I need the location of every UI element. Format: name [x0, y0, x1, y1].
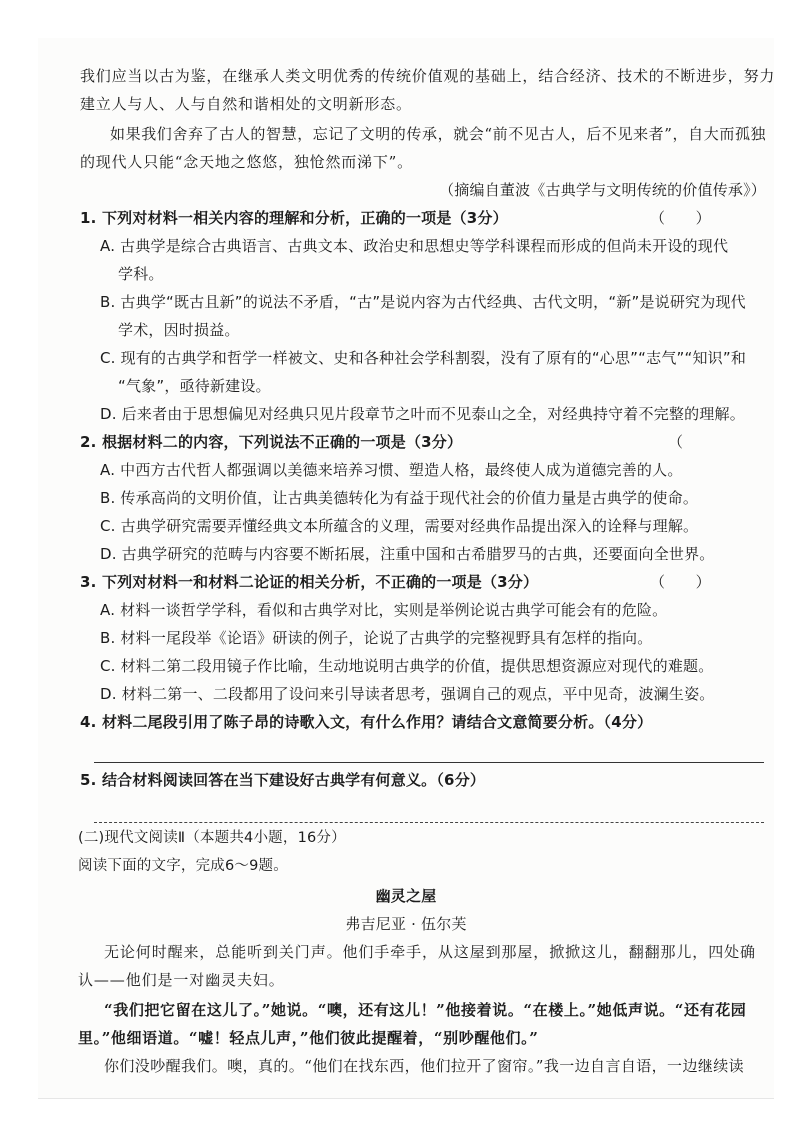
- story-paragraph-line: 无论何时醒来，总能听到关门声。他们手牵手，从这屋到那屋，掀掀这儿，翻翻那儿，四处确: [104, 943, 756, 961]
- question-1-option-a-cont: 学科。: [118, 265, 164, 283]
- answer-line-q5[interactable]: [94, 822, 764, 823]
- story-author: 弗吉尼亚 · 伍尔芙: [345, 915, 467, 933]
- answer-line-q4[interactable]: [94, 762, 764, 763]
- question-2-stem: 2. 根据材料二的内容，下列说法不正确的一项是（3分）: [80, 433, 463, 451]
- question-1-answer-paren: （ ）: [650, 209, 711, 227]
- question-1-option-b-cont: 学术，因时损益。: [118, 321, 240, 339]
- question-3-stem: 3. 下列对材料一和材料二论证的相关分析，不正确的一项是（3分）: [80, 573, 539, 591]
- question-2-answer-paren: （: [668, 433, 684, 451]
- story-paragraph-line: 里。”他细语道。“嘘！轻点儿声，”他们彼此提醒着，“别吵醒他们。”: [78, 1029, 539, 1047]
- question-5-stem: 5. 结合材料阅读回答在当下建设好古典学有何意义。（6分）: [80, 771, 486, 789]
- section-2-instruction: 阅读下面的文字，完成6～9题。: [78, 858, 288, 874]
- story-title: 幽灵之屋: [375, 887, 437, 905]
- question-3-option-c[interactable]: C. 材料二第二段用镜子作比喻，生动地说明古典学的价值，提供思想资源应对现代的难题。: [100, 657, 714, 675]
- passage-paragraph-line: 我们应当以古为鉴，在继承人类文明优秀的传统价值观的基础上，结合经济、技术的不断进步，努力: [80, 67, 776, 85]
- passage-paragraph-line: 的现代人只能“念天地之悠悠，独怆然而涕下”。: [80, 153, 413, 171]
- story-paragraph-line: 认——他们是一对幽灵夫妇。: [78, 971, 285, 989]
- question-3-option-d[interactable]: D. 材料二第一、二段都用了设问来引导读者思考，强调自己的观点，平中见奇，波澜生姿。: [100, 685, 715, 703]
- question-2-option-c[interactable]: C. 古典学研究需要弄懂经典文本所蕴含的义理，需要对经典作品提出深入的诠释与理解。: [100, 517, 699, 535]
- question-1-stem: 1. 下列对材料一相关内容的理解和分析，正确的一项是（3分）: [80, 209, 508, 227]
- question-3-option-b[interactable]: B. 材料一尾段举《论语》研读的例子，论说了古典学的完整视野具有怎样的指向。: [100, 629, 653, 647]
- exam-sheet: [38, 38, 774, 1099]
- question-3-answer-paren: （ ）: [650, 573, 711, 591]
- question-1-option-d[interactable]: D. 后来者由于思想偏见对经典只见片段章节之叶而不见泰山之全，对经典持守着不完整的理解。: [100, 405, 745, 423]
- question-1-option-c-cont: “气象”，亟待新建设。: [118, 377, 271, 395]
- story-paragraph-line: “我们把它留在这儿了。”她说。“噢，还有这儿！”他接着说。“在楼上。”她低声说。“还有花园: [104, 1001, 747, 1019]
- question-1-option-b[interactable]: B. 古典学“既古且新”的说法不矛盾，“古”是说内容为古代经典、古代文明，“新”是说研究为现代: [100, 293, 746, 311]
- passage-paragraph-line: 建立人与人、人与自然和谐相处的文明新形态。: [80, 95, 412, 113]
- question-2-option-b[interactable]: B. 传承高尚的文明价值，让古典美德转化为有益于现代社会的价值力量是古典学的使命。: [100, 489, 699, 507]
- question-1-option-c[interactable]: C. 现有的古典学和哲学一样被文、史和各种社会学科割裂，没有了原有的“心思”“志气”“知识”和: [100, 349, 747, 367]
- question-4-stem: 4. 材料二尾段引用了陈子昂的诗歌入文，有什么作用？请结合文意简要分析。（4分）: [80, 713, 653, 731]
- question-3-option-a[interactable]: A. 材料一谈哲学学科，看似和古典学对比，实则是举例论说古典学可能会有的危险。: [100, 601, 668, 619]
- story-paragraph-line: 你们没吵醒我们。噢，真的。“他们在找东西，他们拉开了窗帘。”我一边自言自语，一边继续读: [104, 1057, 745, 1075]
- question-2-option-a[interactable]: A. 中西方古代哲人都强调以美德来培养习惯、塑造人格，最终使人成为道德完善的人。: [100, 461, 683, 479]
- question-1-option-a[interactable]: A. 古典学是综合古典语言、古典文本、政治史和思想史等学科课程而形成的但尚未开设的现代: [100, 237, 729, 255]
- passage-source: （摘编自董波《古典学与文明传统的价值传承》）: [439, 181, 766, 199]
- question-2-option-d[interactable]: D. 古典学研究的范畴与内容要不断拓展，注重中国和古希腊罗马的古典，还要面向全世界。: [100, 545, 715, 563]
- section-2-header: (二)现代文阅读Ⅱ（本题共4小题，16分）: [78, 830, 346, 846]
- passage-paragraph-line: 如果我们舍弃了古人的智慧，忘记了文明的传承，就会“前不见古人，后不见来者”，自大而孤独: [110, 125, 767, 143]
